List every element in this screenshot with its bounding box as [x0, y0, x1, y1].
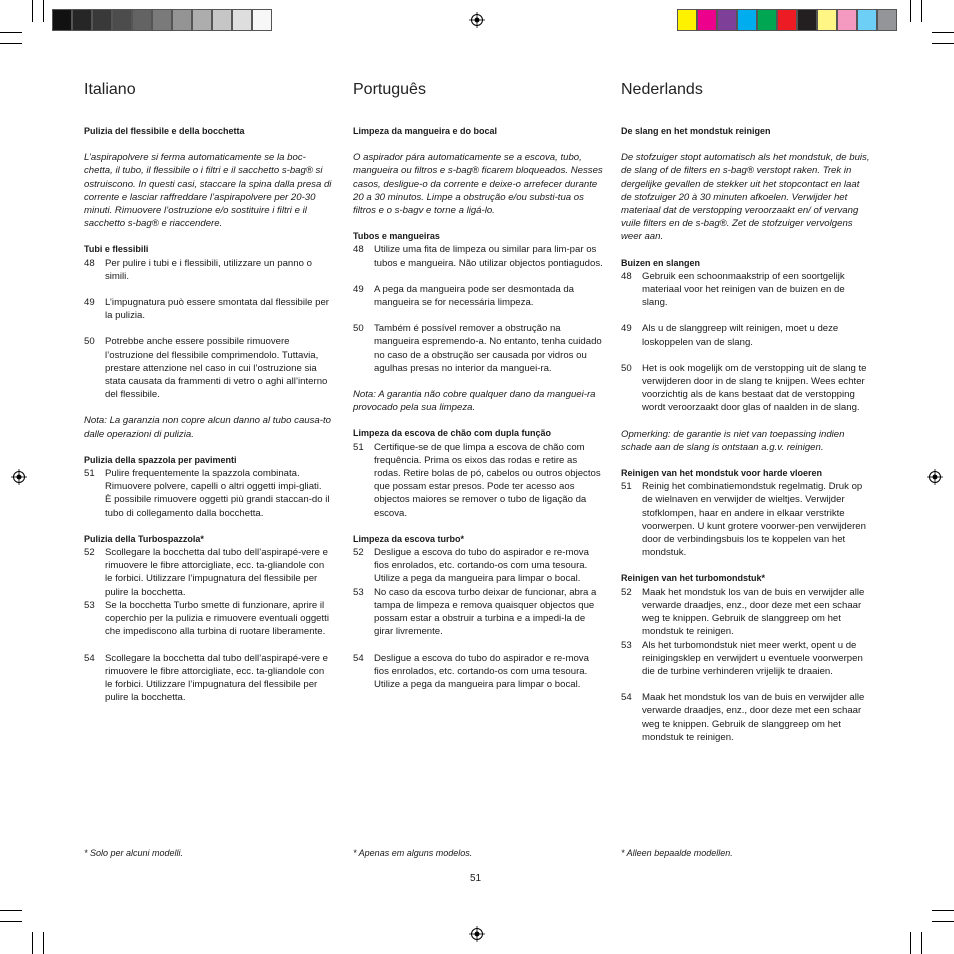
- item-text: Scollegare la bocchetta dal tubo dell’aspirapé-vere e rimuovere le fibre attorcigliate, ecc. ta-gliandole con le forbici. Utilizzare l’impugnatura del flessibile per pulire la bocchetta.: [105, 547, 328, 598]
- subsection-title: Tubos e mangueiras: [353, 231, 440, 242]
- item-text: Pulire frequentemente la spazzola combinata. Rimuovere polvere, capelli o altri oggetti impi-gliati. È possibile rimuovere oggetti più grandi staccan-do il tubo di collegamento dalla bocchetta.: [105, 468, 330, 519]
- color-swatch: [697, 9, 717, 31]
- item-number: 50: [621, 362, 632, 374]
- gray-swatch: [212, 9, 232, 31]
- column-portugues: [353, 80, 603, 704]
- item-number: 52: [353, 547, 364, 559]
- list-item: [84, 467, 334, 520]
- crop-mark: [0, 921, 22, 922]
- page-number: 51: [470, 873, 482, 884]
- list-item: [84, 599, 334, 639]
- item-text: Als u de slanggreep wilt reinigen, moet u deze loskoppelen van de slang.: [642, 323, 839, 348]
- list-item: [84, 546, 334, 599]
- warranty-note: Nota: A garantia não cobre qualquer dano da manguei-ra provocado pela sua limpeza.: [353, 389, 596, 414]
- language-heading: Italiano: [84, 81, 136, 98]
- item-number: 53: [84, 599, 95, 611]
- item-text: L’impugnatura può essere smontata dal flessibile per la pulizia.: [105, 297, 329, 322]
- item-text: Também é possível remover a obstrução na mangueira espremendo-a. No entanto, tenha cuidado no caso de a obstrução ser causada por vidros ou agulhas presas no interior da manguei-ra.: [374, 323, 602, 374]
- list-item: [353, 322, 603, 375]
- gray-swatch: [132, 9, 152, 31]
- item-number: 54: [353, 652, 364, 664]
- item-text: Se la bocchetta Turbo smette di funzionare, aprire il coperchio per la pulizia e rimuovere eventuali oggetti che impediscono alla turbina di ruotare liberamente.: [105, 599, 329, 638]
- color-swatch: [837, 9, 857, 31]
- language-heading: Nederlands: [621, 81, 703, 98]
- crop-mark: [932, 910, 954, 911]
- crop-mark: [932, 921, 954, 922]
- item-number: 50: [353, 323, 364, 335]
- registration-mark-icon: [11, 469, 27, 485]
- gray-swatch: [72, 9, 92, 31]
- color-swatch: [797, 9, 817, 31]
- item-text: Maak het mondstuk los van de buis en verwijder alle verwarde draadjes, enz., door deze met een schaar weg te knippen. Gebruik de slanggreep om het mondstuk te reinigen.: [642, 692, 865, 743]
- item-text: Potrebbe anche essere possibile rimuovere l’ostruzione del flessibile comprimendolo. Tuttavia, prestare attenzione nel caso in cui l’ostruzione sia stata causata da frammenti di vetro o aghi all’interno del flessibile.: [105, 336, 328, 401]
- list-item: [353, 546, 603, 586]
- list-item: [621, 362, 871, 415]
- crop-mark: [932, 43, 954, 44]
- list-item: [84, 257, 334, 283]
- item-number: 52: [621, 586, 632, 598]
- section-title: De slang en het mondstuk reinigen: [621, 126, 771, 136]
- cmyk-color-bar: [677, 9, 897, 31]
- item-text: Certifique-se de que limpa a escova de chão com frequência. Prima os eixos das rodas e retire as rodas. Retire bolas de pó, cabelos ou outros objectos que possam estar presos. Pode ter acesso aos objectos maiores se remover o tubo de ligação da escova.: [374, 441, 601, 519]
- item-number: 50: [84, 336, 95, 348]
- list-item: [353, 652, 603, 692]
- list-item: [84, 652, 334, 705]
- item-number: 51: [621, 481, 632, 493]
- column-nederlands: [621, 80, 871, 757]
- gray-swatch: [92, 9, 112, 31]
- crop-mark: [910, 932, 911, 954]
- language-heading: Português: [353, 81, 426, 98]
- section-title: Pulizia del flessibile e della bocchetta: [84, 126, 245, 136]
- item-text: Maak het mondstuk los van de buis en verwijder alle verwarde draadjes, enz., door deze met een schaar weg te knippen. Gebruik de slanggreep om het mondstuk te reinigen.: [642, 586, 865, 638]
- crop-mark: [43, 932, 44, 954]
- item-number: 49: [353, 283, 364, 295]
- subsection-title: Limpeza da escova turbo*: [353, 533, 465, 544]
- color-swatch: [857, 9, 877, 31]
- crop-mark: [921, 932, 922, 954]
- registration-mark-icon: [469, 12, 485, 28]
- item-text: Het is ook mogelijk om de verstopping uit de slang te verwijderen door in de slang te knijpen. Wees echter voorzichtig als de kans bestaat dat de verstopping wordt veroorzaakt door glas of naalden in de slang.: [642, 362, 867, 414]
- subsection-title: Pulizia della spazzola per pavimenti: [84, 454, 237, 465]
- gray-swatch: [232, 9, 252, 31]
- gray-swatch: [52, 9, 72, 31]
- warranty-note: Opmerking: de garantie is niet van toepassing indien schade aan de slang is ontstaan a.g.v. reinigen.: [621, 428, 845, 453]
- subsection-title: Reinigen van het mondstuk voor harde vloeren: [621, 468, 823, 479]
- color-swatch: [677, 9, 697, 31]
- color-swatch: [817, 9, 837, 31]
- subsection-title: Limpeza da escova de chão com dupla função: [353, 428, 552, 439]
- list-item: [621, 480, 871, 559]
- gray-swatch: [152, 9, 172, 31]
- color-swatch: [777, 9, 797, 31]
- list-item: [353, 441, 603, 520]
- gray-swatch: [192, 9, 212, 31]
- item-number: 53: [353, 586, 364, 598]
- crop-mark: [921, 0, 922, 22]
- item-number: 51: [353, 441, 364, 453]
- item-number: 52: [84, 547, 95, 559]
- item-number: 51: [84, 468, 95, 480]
- list-item: [353, 243, 603, 269]
- item-number: 48: [84, 257, 95, 269]
- crop-mark: [910, 0, 911, 22]
- item-number: 54: [621, 692, 632, 704]
- grayscale-color-bar: [52, 9, 272, 31]
- intro-paragraph: L’aspirapolvere si ferma automaticamente se la boc-chetta, il tubo, il flessibile o i filtri e il sacchetto s-bag® si ostruiscono. In questi casi, staccare la spina dalla presa di corrente e lasciar raffreddare l’aspirapolvere per 20-30 minuti. Rimuovere l’ostruzione e/o sostituire i filtri e il sacchetto s-bag® e riaccendere.: [84, 152, 332, 230]
- list-item: [353, 586, 603, 639]
- item-text: Reinig het combinatiemondstuk regelmatig. Druk op de wielnaven en verwijder de wieltjes. Verwijder stofklompen, haar en andere in elkaar verstrikte voorwerpen. U kunt grotere voorwer-pen verwijderen door de verbindingsbuis los te koppelen van het mondstuk.: [642, 481, 866, 559]
- crop-mark: [932, 32, 954, 33]
- subsection-title: Buizen en slangen: [621, 257, 701, 268]
- crop-mark: [0, 910, 22, 911]
- list-item: [621, 639, 871, 679]
- color-swatch: [717, 9, 737, 31]
- crop-mark: [32, 932, 33, 954]
- crop-mark: [32, 0, 33, 22]
- list-item: [621, 691, 871, 744]
- crop-mark: [43, 0, 44, 22]
- gray-swatch: [112, 9, 132, 31]
- item-text: No caso da escova turbo deixar de funcionar, abra a tampa de limpeza e remova quaisquer objectos que possam estar a obstruir a turbina e a impedi-la de girar livremente.: [374, 586, 597, 638]
- footnote: * Apenas em alguns modelos.: [353, 848, 473, 858]
- subsection-title: Reinigen van het turbomondstuk*: [621, 573, 766, 584]
- crop-mark: [0, 43, 22, 44]
- list-item: [621, 270, 871, 310]
- registration-mark-icon: [469, 926, 485, 942]
- item-number: 49: [621, 323, 632, 335]
- item-number: 49: [84, 297, 95, 309]
- list-item: [621, 586, 871, 639]
- item-number: 48: [353, 244, 364, 256]
- list-item: [84, 296, 334, 322]
- registration-mark-icon: [927, 469, 943, 485]
- crop-mark: [0, 32, 22, 33]
- item-text: Desligue a escova do tubo do aspirador e re-mova fios enrolados, etc. cortando-os com uma tesoura. Utilize a pega da mangueira para limpar o bocal.: [374, 547, 589, 585]
- list-item: [353, 283, 603, 309]
- column-italiano: [84, 80, 334, 717]
- item-text: Scollegare la bocchetta dal tubo dell’aspirapé-vere e rimuovere le fibre attorcigliate, ecc. ta-gliandole con le forbici. Utilizzare l’impugnatura del flessibile per pulire la bocchetta.: [105, 652, 328, 704]
- footnote: * Alleen bepaalde modellen.: [621, 848, 733, 858]
- color-swatch: [877, 9, 897, 31]
- color-swatch: [737, 9, 757, 31]
- item-number: 48: [621, 270, 632, 282]
- item-text: Utilize uma fita de limpeza ou similar para lim-par os tubos e mangueira. Não utilizar objectos pontiagudos.: [374, 244, 603, 269]
- item-number: 53: [621, 639, 632, 651]
- gray-swatch: [172, 9, 192, 31]
- section-title: Limpeza da mangueira e do bocal: [353, 126, 498, 136]
- item-text: Per pulire i tubi e i flessibili, utilizzare un panno o simili.: [105, 257, 312, 282]
- subsection-title: Pulizia della Turbospazzola*: [84, 533, 204, 544]
- warranty-note: Nota: La garanzia non copre alcun danno al tubo causa-to dalle operazioni di pulizia.: [84, 415, 331, 440]
- gray-swatch: [252, 9, 272, 31]
- list-item: [621, 322, 871, 348]
- intro-paragraph: De stofzuiger stopt automatisch als het mondstuk, de buis, de slang of de filters en s-bag® verstopt raken. Trek in dergelijke gevallen de stekker uit het stopcontact en laat de stofzuiger 20 à 30 minuten afkoelen. Verwijder het materiaal dat de verstopping veroorzaakt en/ of vervang vuile filters en de s-bag®. Zet de stofzuiger vervolgens weer aan.: [621, 152, 870, 243]
- item-text: Als het turbomondstuk niet meer werkt, opent u de reinigingsklep en verwijdert u eventuele voorwerpen die de turbine verhinderen vrijelijk te draaien.: [642, 639, 863, 677]
- list-item: [84, 335, 334, 401]
- item-number: 54: [84, 652, 95, 664]
- item-text: Desligue a escova do tubo do aspirador e re-mova fios enrolados, etc. cortando-os com uma tesoura. Utilize a pega da mangueira para limpar o bocal.: [374, 652, 589, 690]
- intro-paragraph: O aspirador pára automaticamente se a escova, tubo, mangueira ou filtros e s-bag® ficarem bloqueados. Nesses casos, desligue-o da corrente e deixe-o arrefecer durante 20 a 30 minutos. Limpe a obstrução e/ou substi-tua os filtros e o s-bagv e torne a ligá-lo.: [353, 152, 603, 217]
- subsection-title: Tubi e flessibili: [84, 244, 149, 255]
- item-text: A pega da mangueira pode ser desmontada da mangueira se for necessária limpeza.: [374, 283, 575, 309]
- item-text: Gebruik een schoonmaakstrip of een soortgelijk materiaal voor het reinigen van de buizen en de slang.: [642, 270, 845, 309]
- color-swatch: [757, 9, 777, 31]
- footnote: * Solo per alcuni modelli.: [84, 848, 184, 858]
